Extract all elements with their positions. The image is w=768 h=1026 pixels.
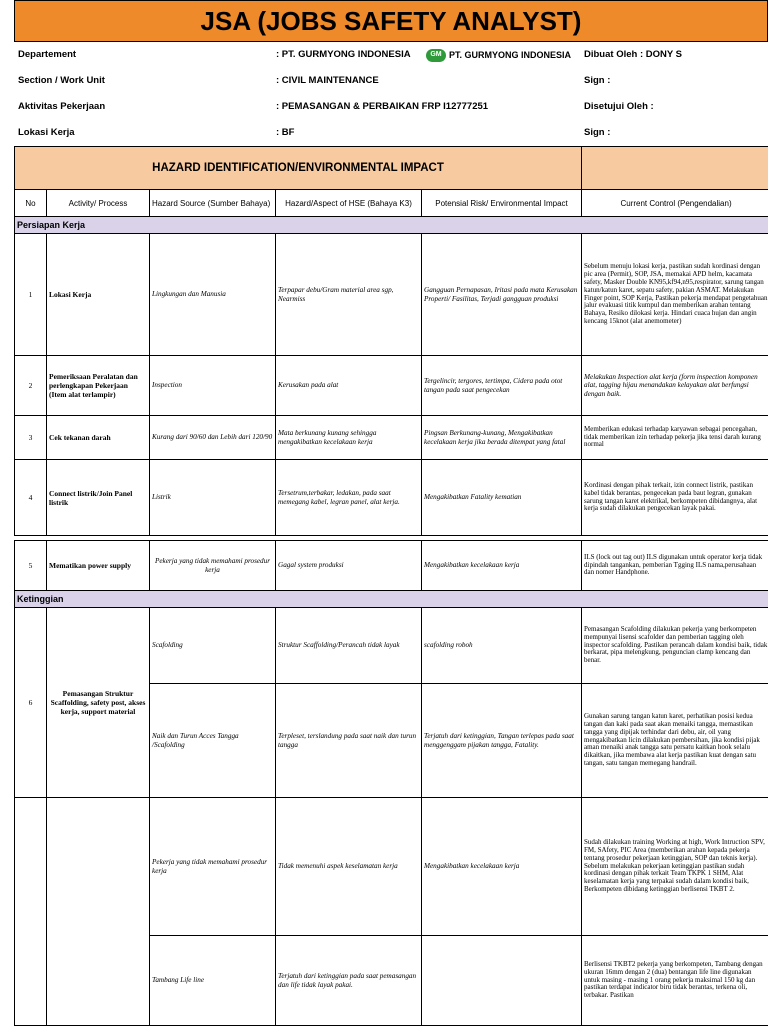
header-right: Sign : [584, 68, 610, 94]
jsa-table-part2 [14, 540, 768, 1026]
header-row-aktivitas [14, 94, 768, 120]
row-control: Memberikan edukasi terhadap karyawan sebagai pencegahan, tidak memberikan izin terhadap pekerja jika tensi darah kurang normal [582, 416, 768, 460]
header-value: : PT. GURMYONG INDONESIA [276, 42, 411, 68]
row-risk: Pingsan Berkunang-kunang, Mengakibatkan kecelakaan kerja jika berada ditempat yang fatal [422, 416, 582, 460]
row-control: ILS (lock out tag out) ILS digunakan untuk operator kerja tidak dipindah tangankan, pemberian Tgging ILS nama,perusahaan dan nomer Handphone. [582, 541, 768, 591]
row-risk: scafolding roboh [422, 608, 582, 684]
row-source: Lingkungan dan Manusia [150, 234, 276, 356]
row-control: Berlisensi TKBT2 pekerja yang berkompeten, Tambang dengan ukuran 16mm dengan 2 (dua) bentangan life line digunakan untuk masing - masing 1 orang pekerja maksimal 150 kg dan pastikan terdapat indicator biru tidak berantas, terkena oli, terbakar. Pastikan [582, 936, 768, 1026]
row-no [15, 798, 47, 1026]
row-control: Gunakan sarung tangan katun karet, perhatikan posisi kedua tangan dan kaki pada saat akan menaiki tangga, memastikan tangga yang dipijak terhindar dari debu, air, oil yang mengakibatkan licin dilakukan pembersihan, jika kondisi pijak aman menaiki anak tangga satu persatu kaitkan hook selalu dikaitkan, jika membawa alat kerja pastikan kuat dengan satu tangan, satu tangan memegang handrail. [582, 684, 768, 798]
header-right: Dibuat Oleh : DONY S [584, 42, 682, 68]
col-header-no: No [15, 190, 47, 217]
row-hazard: Kerusakan pada alat [276, 356, 422, 416]
row-activity: Lokasi Kerja [47, 234, 150, 356]
row-activity: Cek tekanan darah [47, 416, 150, 460]
row-activity: Pemasangan Struktur Scaffolding, safety post, akses kerja, support material [47, 608, 150, 798]
header-label: Departement [18, 42, 76, 68]
row-activity: Mematikan power supply [47, 541, 150, 591]
row-source: Pekerja yang tidak memahami prosedur kerja [150, 541, 276, 591]
hazard-band-title: HAZARD IDENTIFICATION/ENVIRONMENTAL IMPACT [15, 147, 582, 190]
table-row [15, 798, 768, 936]
row-control: Sudah dilakukan training Working at high, Work Intruction SPV, FM, SAfety, PIC Area (memberikan arahan kepada pekerja tentang prosedur pekerjaan ketinggian, SOP dan teknis kerja). Sebelum melakukan pekerjaan ketinggian pastikan sudah kordinasi dengan pihak terkait Team TKPK 1 SHM, Alat keselamatan kerja yang terpakai sudah dalam kondisi baik, Berkompeten dibidang ketinggian berlisensi TKBT 2. [582, 798, 768, 936]
col-header-risk: Potensial Risk/ Environmental Impact [422, 190, 582, 217]
gm-logo-icon: GM [426, 49, 446, 62]
row-no: 3 [15, 416, 47, 460]
hazard-band-blank [582, 147, 768, 190]
row-source: Inspection [150, 356, 276, 416]
table-row [15, 234, 768, 356]
header-label: Aktivitas Pekerjaan [18, 94, 105, 120]
row-source: Pekerja yang tidak memahami prosedur kerja [150, 798, 276, 936]
header-label: Lokasi Kerja [18, 120, 75, 146]
row-hazard: Mata berkunang kunang sehingga mengakibatkan kecelakaan kerja [276, 416, 422, 460]
header-row-departement [14, 42, 768, 68]
header-row-section [14, 68, 768, 94]
row-no: 4 [15, 460, 47, 536]
row-source: Tambang Life line [150, 936, 276, 1026]
row-hazard: Tersetrum,terbakar, ledakan, pada saat memegang kabel, legran panel, alat kerja. [276, 460, 422, 536]
table-row [15, 356, 768, 416]
row-source: Kurang dari 90/60 dan Lebih dari 120/90 [150, 416, 276, 460]
table-row [15, 541, 768, 591]
table-row [15, 460, 768, 536]
section-ketinggian: Ketinggian [15, 591, 768, 608]
document-title: JSA (JOBS SAFETY ANALYST) [14, 0, 768, 42]
table-row [15, 608, 768, 684]
jsa-table-part1 [14, 146, 768, 536]
company-logo [426, 47, 571, 63]
header-value: : PEMASANGAN & PERBAIKAN FRP I12777251 [276, 94, 488, 120]
row-hazard: Gagal system produksi [276, 541, 422, 591]
header-row-lokasi [14, 120, 768, 146]
header-label: Section / Work Unit [18, 68, 105, 94]
row-hazard: Terpleset, terslandung pada saat naik dan turun tangga [276, 684, 422, 798]
row-control: Pemasangan Scafolding dilakukan pekerja yang berkompeten mempunyai lisensi scafolder dan pemberian tagging oleh inspector scafolding. Pastikan perancah dalam kondisi baik, tidak berkarat, pipa melengkung, penguncian clamp kencang dan benar. [582, 608, 768, 684]
row-hazard: Terjatuh dari ketinggian pada saat pemasangan dan life tidak layak pakai. [276, 936, 422, 1026]
row-no: 5 [15, 541, 47, 591]
row-risk: Terjatuh dari ketinggian, Tangan terlepas pada saat menggenggam pijakan tangga, Fatality. [422, 684, 582, 798]
logo-text: PT. GURMYONG INDONESIA [449, 42, 571, 68]
header-value: : BF [276, 120, 294, 146]
row-risk: Mengakibatkan kecelakaan kerja [422, 798, 582, 936]
section-persiapan-kerja: Persiapan Kerja [15, 217, 768, 234]
document-header [14, 42, 768, 146]
row-risk: Gangguan Pernapasan, Iritasi pada mata Kerusakan Properti/ Fasilitas, Terjadi gangguan produksi [422, 234, 582, 356]
header-right: Sign : [584, 120, 610, 146]
row-risk: Tergelincir, tergores, tertimpa, Cidera pada otot tangan pada saat pengecekan [422, 356, 582, 416]
row-risk: Mengakibatkan Fatality kematian [422, 460, 582, 536]
col-header-activity: Activity/ Process [47, 190, 150, 217]
row-activity [47, 798, 150, 1026]
row-control: Sebelum menuju lokasi kerja, pastikan sudah kordinasi dengan pic area (Permit), SOP, JSA, memakai APD helm, kacamata safety, Masker Double KN95,kf94,n95,respirator, sarung tangan katun/katun karet, sepatu safety, pakian ASMAT. Melakukan Finger point, SOP Kerja, Pastikan pekerja mendapat pengetahuan jalur evakuasi titik kumpul dan memberikan arahan tentang Bahaya, Resiko dilokasi kerja. Hindari cuaca hujan dan angin kencang 15knot (alat anemometer) [582, 234, 768, 356]
row-source: Listrik [150, 460, 276, 536]
row-source: Naik dan Turun Acces Tangga /Scafolding [150, 684, 276, 798]
row-control: Melakukan Inspection alat kerja (form inspection komponen alat, tagging hijau menandakan kelayakan alat berfungsi dengan baik. [582, 356, 768, 416]
row-no: 1 [15, 234, 47, 356]
row-hazard: Terpapar debu/Gram material area sgp, Nearmiss [276, 234, 422, 356]
row-activity: Connect listrik/Join Panel listrik [47, 460, 150, 536]
row-activity: Pemeriksaan Peralatan dan perlengkapan Pekerjaan (Item alat terlampir) [47, 356, 150, 416]
row-no: 6 [15, 608, 47, 798]
col-header-source: Hazard Source (Sumber Bahaya) [150, 190, 276, 217]
table-row [15, 416, 768, 460]
row-risk [422, 936, 582, 1026]
col-header-hazard: Hazard/Aspect of HSE (Bahaya K3) [276, 190, 422, 217]
row-no: 2 [15, 356, 47, 416]
header-right: Disetujui Oleh : [584, 94, 654, 120]
col-header-control: Current Control (Pengendalian) [582, 190, 768, 217]
row-source: Scafolding [150, 608, 276, 684]
row-hazard: Struktur Scaffolding/Perancah tidak layak [276, 608, 422, 684]
row-risk: Mengakibatkan kecelakaan kerja [422, 541, 582, 591]
header-value: : CIVIL MAINTENANCE [276, 68, 379, 94]
row-hazard: Tidak memenuhi aspek keselamatan kerja [276, 798, 422, 936]
row-control: Kordinasi dengan pihak terkait, izin connect listrik, pastikan kabel tidak berantas, pengecekan pada baut legran, gunakan sarung tangan karet elektrikal, berkompeten dibidangnya, alat kerja sudah dilakukan pengecekan layak pakai. [582, 460, 768, 536]
